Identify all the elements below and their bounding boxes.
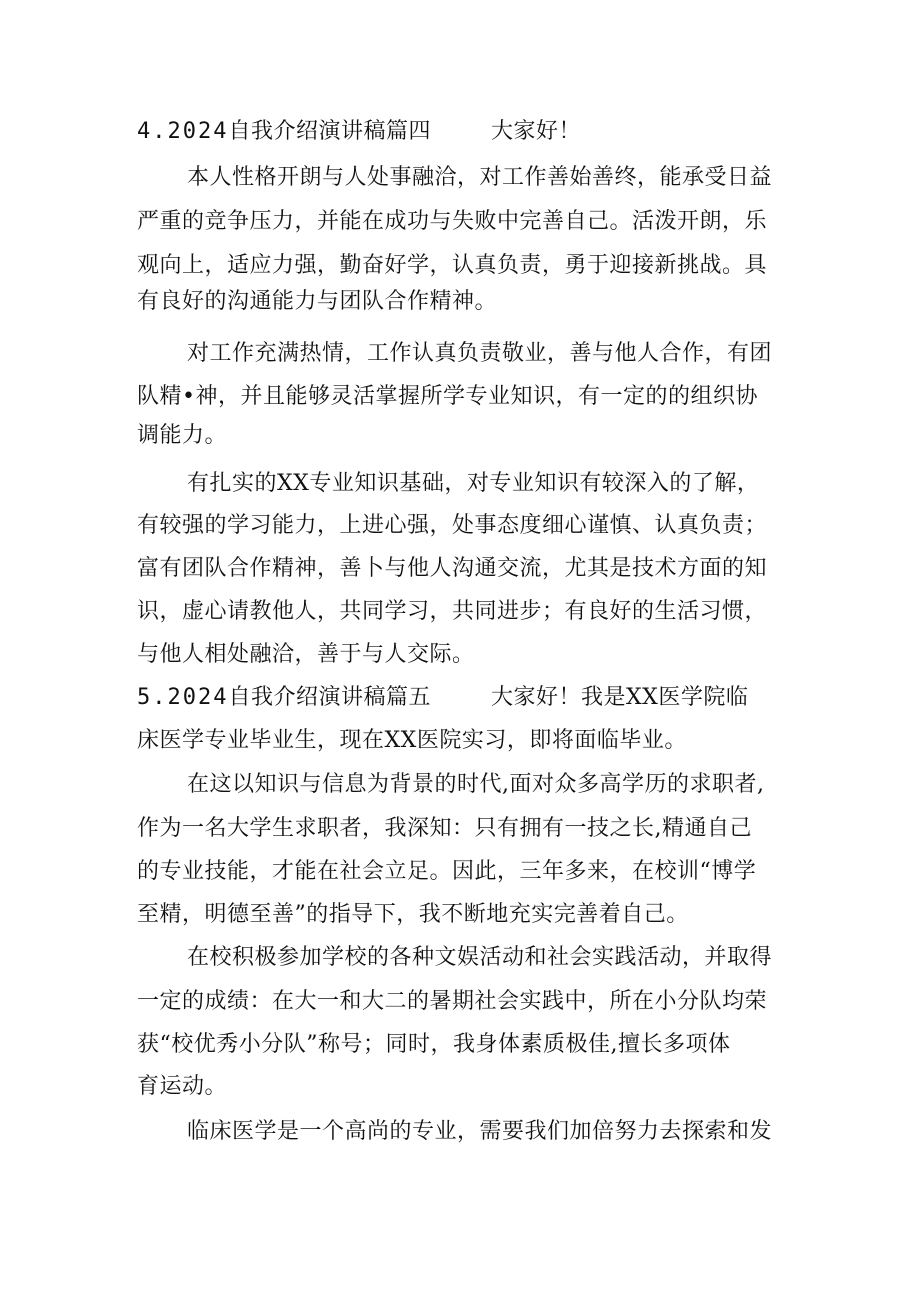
s5-p3-line-1: 临床医学是一个高尚的专业，需要我们加倍努力去探索和发 — [187, 1119, 773, 1144]
s4-p3-line-5: 与他人相处融洽，善于与人交际。 — [137, 642, 475, 667]
s5-p2-line-4: 育运动。 — [137, 1074, 228, 1099]
s4-p3-line-2: 有较强的学习能力，上进心强，处事态度细心谨慎、认真负责； — [137, 513, 768, 538]
s5-p2-line-2: 一定的成绩：在大一和大二的暑期社会实践中，所在小分队均荣 — [137, 989, 768, 1014]
s5-p2-line-3: 获“校优秀小分队”称号；同时，我身体素质极佳,擅长多项体 — [137, 1032, 731, 1057]
s4-p1-line-2: 严重的竞争压力，并能在成功与失败中完善自己。活泼开朗，乐 — [137, 209, 768, 234]
s5-p2-line-1: 在校积极参加学校的各种文娱活动和社会实践活动，并取得 — [187, 945, 773, 970]
s4-p2-line-1: 对工作充满热情，工作认真负责敬业，善与他人合作，有团 — [187, 341, 773, 366]
section-5-intro-continued: 床医学专业毕业生，现在XX医院实习，即将面临毕业。 — [137, 728, 687, 753]
section-4-heading — [137, 116, 581, 148]
section-5-heading — [137, 682, 748, 714]
s4-p1-line-3: 观向上，适应力强，勤奋好学，认真负责，勇于迎接新挑战。具 — [137, 253, 768, 278]
section-5-greeting: 大家好！我是XX医学院临 — [491, 685, 749, 710]
s4-p3-line-3: 富有团队合作精神，善卜与他人沟通交流，尤其是技术方面的知 — [137, 556, 768, 581]
s5-p1-line-2: 作为一名大学生求职者，我深知：只有拥有一技之长,精通自己 — [137, 816, 752, 841]
section-4-title: 自我介绍演讲稿篇四 — [228, 119, 431, 144]
section-4-number: 4.2024 — [137, 119, 229, 144]
s4-p1-line-1: 本人性格开朗与人处事融洽，对工作善始善终，能承受日益 — [187, 165, 773, 190]
s5-p1-line-1: 在这以知识与信息为背景的时代,面对众多高学历的求职者, — [187, 772, 765, 797]
s4-p2-line-3: 调能力。 — [137, 423, 228, 448]
s4-p3-line-4: 识，虚心请教他人，共同学习，共同进步；有良好的生活习惯， — [137, 599, 768, 624]
s5-p1-line-4: 至精，明德至善”的指导下，我不断地充实完善着自己。 — [137, 902, 689, 927]
section-5-title: 自我介绍演讲稿篇五 — [228, 685, 431, 710]
s5-p1-line-3: 的专业技能，才能在社会立足。因此，三年多来，在校训“博学 — [137, 859, 757, 884]
section-4-greeting: 大家好！ — [491, 119, 582, 144]
section-5-number: 5.2024 — [137, 685, 229, 710]
s4-p2-line-2: 队精•神，并且能够灵活掌握所学专业知识，有一定的的组织协 — [137, 384, 758, 409]
s4-p3-line-1: 有扎实的XX专业知识基础，对专业知识有较深入的了解， — [187, 471, 760, 496]
s4-p1-line-4: 有良好的沟通能力与团队合作精神。 — [137, 289, 498, 314]
